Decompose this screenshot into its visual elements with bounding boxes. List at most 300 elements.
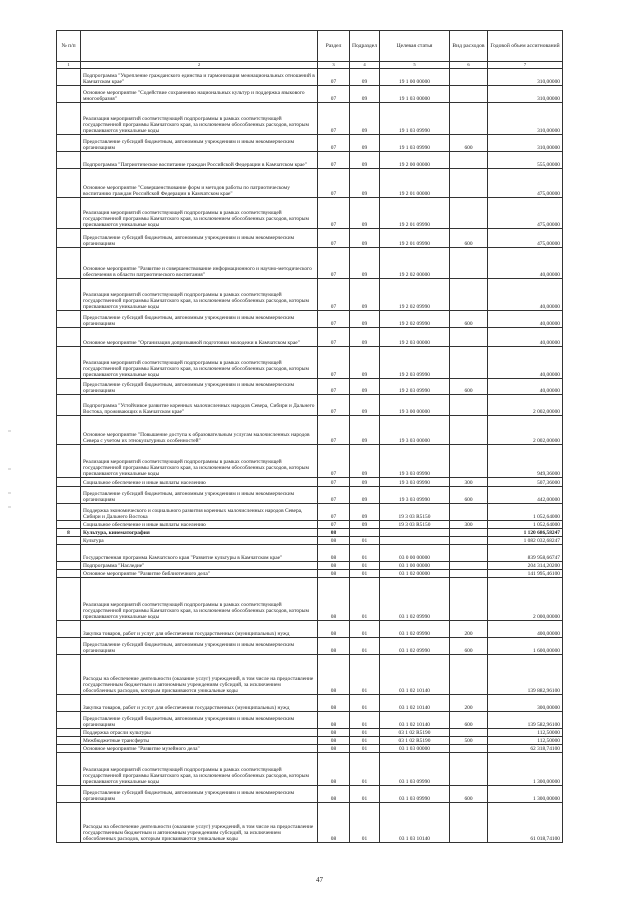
row-target-article	[380, 537, 450, 545]
row-number	[57, 416, 81, 445]
row-subsection: 09	[350, 504, 380, 521]
row-subsection	[350, 529, 380, 537]
row-section: 07	[318, 478, 350, 487]
row-target-article: 19 2 01 00000	[380, 169, 450, 198]
row-subsection: 01	[350, 737, 380, 745]
row-target-article: 19 3 03 09990	[380, 478, 450, 487]
row-subsection: 09	[350, 445, 380, 478]
row-expense-type: 600	[450, 786, 488, 803]
row-section: 07	[318, 279, 350, 311]
row-section: 08	[318, 537, 350, 545]
row-expense-type	[450, 578, 488, 621]
row-name: Предоставление субсидий бюджетным, автономным учреждениям и иным некоммерческим организациям	[81, 487, 318, 504]
row-expense-type	[450, 529, 488, 537]
table-row	[57, 570, 563, 578]
row-amount: 475,00000	[488, 198, 563, 229]
column-number-row	[57, 62, 563, 69]
row-target-article: 03 1 03 00000	[380, 745, 450, 753]
column-number: 6	[450, 62, 488, 69]
row-target-article: 03 0 00 00000	[380, 545, 450, 562]
row-number	[57, 169, 81, 198]
row-section: 07	[318, 504, 350, 521]
row-subsection: 09	[350, 198, 380, 229]
row-name: Культура	[81, 537, 318, 545]
row-amount: 40,00000	[488, 328, 563, 347]
row-number	[57, 445, 81, 478]
row-subsection: 09	[350, 86, 380, 103]
row-name: Подпрограмма "Устойчивое развитие коренных малочисленных народов Севера, Сибири и Дальнего Востока, проживающих в Камчатском крае"	[81, 395, 318, 416]
row-number	[57, 803, 81, 843]
row-number	[57, 478, 81, 487]
table-row	[57, 712, 563, 729]
row-target-article: 03 1 03 09990	[380, 753, 450, 786]
row-expense-type	[450, 803, 488, 843]
row-expense-type	[450, 103, 488, 135]
header-target-article: Целевая статья	[380, 31, 450, 62]
table-row	[57, 487, 563, 504]
row-amount: 62 318,74100	[488, 745, 563, 753]
row-section: 07	[318, 229, 350, 248]
row-name: Реализация мероприятий соответствующей подпрограммы в рамках соответствующей государственной программы Камчатского края, за исключением обособленных расходов, которым присваиваются уникальные коды	[81, 279, 318, 311]
table-row	[57, 745, 563, 753]
row-target-article: 03 1 02 R5190	[380, 737, 450, 745]
row-number	[57, 198, 81, 229]
header-name	[81, 31, 318, 62]
row-amount: 61 018,74100	[488, 803, 563, 843]
row-subsection: 01	[350, 638, 380, 655]
header-section: Раздел	[318, 31, 350, 62]
row-name: Культура, кинематография	[81, 529, 318, 537]
row-target-article: 19 2 02 00000	[380, 248, 450, 279]
row-subsection: 09	[350, 135, 380, 152]
row-target-article: 03 1 02 09990	[380, 638, 450, 655]
row-name: Основное мероприятие "Совершенствование форм и методов работы по патриотическому воспитанию граждан Российской Федерации в Камчатском крае"	[81, 169, 318, 198]
row-amount: 141 995,46100	[488, 570, 563, 578]
row-name: Предоставление субсидий бюджетным, автономным учреждениям и иным некоммерческим организациям	[81, 712, 318, 729]
row-amount: 40,00000	[488, 279, 563, 311]
row-amount: 40,00000	[488, 311, 563, 328]
table-row	[57, 279, 563, 311]
row-amount: 475,00000	[488, 229, 563, 248]
table-row	[57, 537, 563, 545]
row-number	[57, 578, 81, 621]
row-target-article: 19 3 03 00000	[380, 416, 450, 445]
row-section: 07	[318, 69, 350, 86]
row-amount: 442,00000	[488, 487, 563, 504]
row-section: 08	[318, 712, 350, 729]
row-section: 08	[318, 695, 350, 712]
column-number: 7	[488, 62, 563, 69]
row-number	[57, 279, 81, 311]
table-row	[57, 229, 563, 248]
row-section: 08	[318, 638, 350, 655]
table-row	[57, 416, 563, 445]
row-amount: 507,36000	[488, 478, 563, 487]
table-row	[57, 504, 563, 521]
row-amount: 475,00000	[488, 169, 563, 198]
table-row	[57, 311, 563, 328]
row-amount: 310,00000	[488, 135, 563, 152]
row-expense-type	[450, 279, 488, 311]
row-expense-type	[450, 753, 488, 786]
row-target-article: 19 1 00 00000	[380, 69, 450, 86]
column-number: 2	[81, 62, 318, 69]
table-row	[57, 655, 563, 695]
row-number	[57, 328, 81, 347]
row-section: 08	[318, 737, 350, 745]
row-section: 07	[318, 416, 350, 445]
row-section: 07	[318, 135, 350, 152]
budget-table	[56, 30, 563, 843]
row-amount: 40,00000	[488, 379, 563, 395]
row-number	[57, 562, 81, 570]
row-section: 08	[318, 803, 350, 843]
table-row	[57, 328, 563, 347]
column-number: 4	[350, 62, 380, 69]
table-row	[57, 169, 563, 198]
row-name: Предоставление субсидий бюджетным, автономным учреждениям и иным некоммерческим организациям	[81, 135, 318, 152]
row-amount: 40,00000	[488, 248, 563, 279]
table-row	[57, 729, 563, 737]
row-number	[57, 487, 81, 504]
row-target-article: 19 2 03 09990	[380, 379, 450, 395]
row-section: 07	[318, 487, 350, 504]
table-row	[57, 803, 563, 843]
row-name: Предоставление субсидий бюджетным, автономным учреждениям и иным некоммерческим организациям	[81, 311, 318, 328]
row-number	[57, 745, 81, 753]
row-number	[57, 638, 81, 655]
row-number	[57, 103, 81, 135]
row-section: 07	[318, 311, 350, 328]
row-amount: 204 314,20200	[488, 562, 563, 570]
row-subsection: 09	[350, 103, 380, 135]
row-expense-type	[450, 570, 488, 578]
row-expense-type	[450, 537, 488, 545]
row-target-article: 03 1 02 R5190	[380, 729, 450, 737]
table-row	[57, 478, 563, 487]
row-amount: 2 000,00000	[488, 578, 563, 621]
row-number: 8	[57, 529, 81, 537]
row-subsection: 09	[350, 478, 380, 487]
row-subsection: 01	[350, 570, 380, 578]
row-expense-type: 500	[450, 737, 488, 745]
table-row	[57, 445, 563, 478]
table-row	[57, 529, 563, 537]
row-expense-type	[450, 347, 488, 379]
row-number	[57, 248, 81, 279]
row-expense-type	[450, 198, 488, 229]
row-section: 08	[318, 529, 350, 537]
row-number	[57, 729, 81, 737]
row-section: 07	[318, 445, 350, 478]
row-target-article: 19 3 00 00000	[380, 395, 450, 416]
row-name: Основное мероприятие "Организация допризывной подготовки молодежи в Камчатском крае"	[81, 328, 318, 347]
row-subsection: 01	[350, 545, 380, 562]
row-expense-type	[450, 745, 488, 753]
row-number	[57, 655, 81, 695]
row-target-article: 03 1 02 09990	[380, 621, 450, 638]
row-subsection: 01	[350, 745, 380, 753]
row-name: Подпрограмма "Патриотическое воспитание граждан Российской Федерации в Камчатском крае"	[81, 152, 318, 169]
table-row	[57, 347, 563, 379]
row-target-article: 19 3 03 R5150	[380, 521, 450, 529]
row-section: 08	[318, 570, 350, 578]
row-number	[57, 86, 81, 103]
row-section: 07	[318, 103, 350, 135]
row-target-article: 19 2 03 00000	[380, 328, 450, 347]
row-target-article: 03 1 02 00000	[380, 570, 450, 578]
row-amount: 310,00000	[488, 103, 563, 135]
row-number	[57, 135, 81, 152]
table-row	[57, 379, 563, 395]
row-name: Основное мероприятие "Развитие и совершенствование информационного и научно-методического обеспечения в области патриотического воспитания"	[81, 248, 318, 279]
row-amount: 839 958,66747	[488, 545, 563, 562]
header-row	[57, 31, 563, 62]
row-number	[57, 347, 81, 379]
row-name: Расходы на обеспечение деятельности (оказание услуг) учреждений, в том числе на предоставление государственным бюджетным и автономным учреждениям субсидий, за исключением обособленных расходов, которым присваиваются уникальные коды	[81, 803, 318, 843]
row-number	[57, 753, 81, 786]
row-number	[57, 504, 81, 521]
header-subsection: Подраздел	[350, 31, 380, 62]
row-number	[57, 786, 81, 803]
row-subsection: 09	[350, 328, 380, 347]
row-number	[57, 570, 81, 578]
row-expense-type	[450, 445, 488, 478]
row-target-article	[380, 529, 450, 537]
row-amount: 400,00000	[488, 621, 563, 638]
row-name: Подпрограмма "Наследие"	[81, 562, 318, 570]
row-name: Основное мероприятие "Повышение доступа к образовательным услугам малочисленных народов Севера с учетом их этнокультурных особенностей"	[81, 416, 318, 445]
row-subsection: 01	[350, 655, 380, 695]
row-subsection: 01	[350, 621, 380, 638]
row-number	[57, 379, 81, 395]
row-expense-type	[450, 395, 488, 416]
row-target-article: 19 2 00 00000	[380, 152, 450, 169]
row-expense-type: 600	[450, 135, 488, 152]
row-expense-type: 300	[450, 478, 488, 487]
row-section: 07	[318, 395, 350, 416]
row-subsection: 09	[350, 169, 380, 198]
row-number	[57, 537, 81, 545]
row-expense-type	[450, 729, 488, 737]
row-name: Реализация мероприятий соответствующей подпрограммы в рамках соответствующей государственной программы Камчатского края, за исключением обособленных расходов, которым присваиваются уникальные коды	[81, 198, 318, 229]
row-amount: 300,00000	[488, 695, 563, 712]
table-row	[57, 621, 563, 638]
row-subsection: 01	[350, 562, 380, 570]
row-expense-type: 600	[450, 229, 488, 248]
row-number	[57, 521, 81, 529]
row-number	[57, 737, 81, 745]
row-amount: 1 052,64000	[488, 504, 563, 521]
row-name: Основное мероприятие "Содействие сохранению национальных культур и поддержка языкового многообразия"	[81, 86, 318, 103]
row-target-article: 03 1 00 00000	[380, 562, 450, 570]
row-amount: 2 002,00000	[488, 416, 563, 445]
row-subsection: 09	[350, 487, 380, 504]
row-target-article: 19 1 03 00000	[380, 86, 450, 103]
row-expense-type: 600	[450, 487, 488, 504]
row-subsection: 09	[350, 279, 380, 311]
row-target-article: 19 2 03 09990	[380, 347, 450, 379]
row-expense-type	[450, 169, 488, 198]
row-number	[57, 311, 81, 328]
row-expense-type: 600	[450, 311, 488, 328]
row-number	[57, 229, 81, 248]
row-section: 08	[318, 562, 350, 570]
row-name: Поддержка экономического и социального развития коренных малочисленных народов Севера, Сибири и Дальнего Востока	[81, 504, 318, 521]
table-row	[57, 135, 563, 152]
table-row	[57, 545, 563, 562]
row-subsection: 01	[350, 753, 380, 786]
table-row	[57, 395, 563, 416]
row-number	[57, 152, 81, 169]
row-section: 08	[318, 786, 350, 803]
row-name: Социальное обеспечение и иные выплаты населению	[81, 521, 318, 529]
row-expense-type	[450, 655, 488, 695]
row-subsection: 01	[350, 537, 380, 545]
row-amount: 310,00000	[488, 69, 563, 86]
row-amount: 1 600,00000	[488, 638, 563, 655]
row-amount: 1 300,00000	[488, 753, 563, 786]
row-name: Подпрограмма "Укрепление гражданского единства и гармонизация межнациональных отношений в Камчатском крае"	[81, 69, 318, 86]
row-expense-type: 600	[450, 712, 488, 729]
table-row	[57, 562, 563, 570]
row-section: 07	[318, 521, 350, 529]
row-expense-type: 200	[450, 695, 488, 712]
scan-artifact	[8, 468, 11, 470]
row-target-article: 19 1 03 09990	[380, 135, 450, 152]
row-subsection: 09	[350, 229, 380, 248]
row-amount: 1 120 686,58247	[488, 529, 563, 537]
row-name: Реализация мероприятий соответствующей подпрограммы в рамках соответствующей государственной программы Камчатского края, за исключением обособленных расходов, которым присваиваются уникальные коды	[81, 347, 318, 379]
row-name: Реализация мероприятий соответствующей подпрограммы в рамках соответствующей государственной программы Камчатского края, за исключением обособленных расходов, которым присваиваются уникальные коды	[81, 578, 318, 621]
row-target-article: 19 3 03 09990	[380, 487, 450, 504]
table-row	[57, 152, 563, 169]
row-expense-type: 600	[450, 638, 488, 655]
row-section: 08	[318, 578, 350, 621]
row-amount: 1 300,00000	[488, 786, 563, 803]
row-target-article: 19 2 01 09990	[380, 198, 450, 229]
row-subsection: 09	[350, 311, 380, 328]
scan-artifact	[8, 430, 11, 432]
row-target-article: 19 3 03 R5150	[380, 504, 450, 521]
row-number	[57, 712, 81, 729]
row-name: Реализация мероприятий соответствующей подпрограммы в рамках соответствующей государственной программы Камчатского края, за исключением обособленных расходов, которым присваиваются уникальные коды	[81, 103, 318, 135]
row-section: 08	[318, 729, 350, 737]
row-subsection: 09	[350, 69, 380, 86]
table-row	[57, 638, 563, 655]
row-section: 08	[318, 621, 350, 638]
row-subsection: 01	[350, 578, 380, 621]
scan-artifact	[8, 506, 11, 508]
row-subsection: 09	[350, 152, 380, 169]
row-expense-type: 200	[450, 621, 488, 638]
row-target-article: 03 1 02 10140	[380, 712, 450, 729]
row-section: 07	[318, 152, 350, 169]
table-row	[57, 578, 563, 621]
table-row	[57, 695, 563, 712]
row-name: Реализация мероприятий соответствующей подпрограммы в рамках соответствующей государственной программы Камчатского края, за исключением обособленных расходов, которым присваиваются уникальные коды	[81, 753, 318, 786]
row-name: Основное мероприятие "Развитие библиотечного дела"	[81, 570, 318, 578]
table-row	[57, 86, 563, 103]
row-subsection: 09	[350, 248, 380, 279]
row-number	[57, 545, 81, 562]
row-expense-type	[450, 562, 488, 570]
row-target-article: 03 1 02 09990	[380, 578, 450, 621]
row-section: 08	[318, 545, 350, 562]
row-amount: 555,00000	[488, 152, 563, 169]
row-section: 08	[318, 753, 350, 786]
row-name: Предоставление субсидий бюджетным, автономным учреждениям и иным некоммерческим организациям	[81, 379, 318, 395]
row-subsection: 01	[350, 729, 380, 737]
row-expense-type	[450, 152, 488, 169]
row-section: 07	[318, 347, 350, 379]
row-expense-type	[450, 416, 488, 445]
table-row	[57, 521, 563, 529]
row-amount: 139 582,96100	[488, 712, 563, 729]
table-row	[57, 248, 563, 279]
row-name: Закупка товаров, работ и услуг для обеспечения государственных (муниципальных) нужд	[81, 695, 318, 712]
table-row	[57, 69, 563, 86]
row-target-article: 19 2 01 09990	[380, 229, 450, 248]
column-number: 1	[57, 62, 81, 69]
row-name: Расходы на обеспечение деятельности (оказание услуг) учреждений, в том числе на предоставление государственным бюджетным и автономным учреждениям субсидий, за исключением обособленных расходов, которым присваиваются уникальные коды	[81, 655, 318, 695]
row-subsection: 01	[350, 695, 380, 712]
row-name: Основное мероприятие "Развитие музейного дела"	[81, 745, 318, 753]
row-section: 07	[318, 169, 350, 198]
row-amount: 1 052,64000	[488, 521, 563, 529]
row-expense-type: 300	[450, 521, 488, 529]
row-subsection: 09	[350, 395, 380, 416]
row-name: Государственная программа Камчатского края "Развитие культуры в Камчатском крае"	[81, 545, 318, 562]
row-expense-type	[450, 69, 488, 86]
row-subsection: 09	[350, 416, 380, 445]
row-name: Предоставление субсидий бюджетным, автономным учреждениям и иным некоммерческим организациям	[81, 638, 318, 655]
row-section: 07	[318, 86, 350, 103]
row-target-article: 19 1 03 09990	[380, 103, 450, 135]
row-amount: 2 002,00000	[488, 395, 563, 416]
row-amount: 139 882,96100	[488, 655, 563, 695]
row-section: 07	[318, 379, 350, 395]
row-expense-type	[450, 86, 488, 103]
row-name: Поддержка отрасли культуры	[81, 729, 318, 737]
row-name: Социальное обеспечение и иные выплаты населению	[81, 478, 318, 487]
page-number: 47	[316, 876, 323, 884]
row-amount: 949,36000	[488, 445, 563, 478]
row-section: 08	[318, 655, 350, 695]
row-target-article: 19 2 02 09990	[380, 279, 450, 311]
row-target-article: 19 2 02 09990	[380, 311, 450, 328]
row-name: Предоставление субсидий бюджетным, автономным учреждениям и иным некоммерческим организациям	[81, 229, 318, 248]
row-expense-type	[450, 504, 488, 521]
row-name: Реализация мероприятий соответствующей подпрограммы в рамках соответствующей государственной программы Камчатского края, за исключением обособленных расходов, которым присваиваются уникальные коды	[81, 445, 318, 478]
row-section: 07	[318, 328, 350, 347]
row-number	[57, 69, 81, 86]
row-expense-type	[450, 328, 488, 347]
row-amount: 40,00000	[488, 347, 563, 379]
row-expense-type	[450, 545, 488, 562]
table-row	[57, 198, 563, 229]
row-subsection: 09	[350, 521, 380, 529]
table-row	[57, 103, 563, 135]
row-target-article: 19 3 03 09990	[380, 445, 450, 478]
row-section: 07	[318, 248, 350, 279]
row-target-article: 03 1 02 10140	[380, 655, 450, 695]
row-subsection: 01	[350, 712, 380, 729]
table-row	[57, 737, 563, 745]
header-number: № п/п	[57, 31, 81, 62]
row-target-article: 03 1 03 10140	[380, 803, 450, 843]
row-number	[57, 395, 81, 416]
